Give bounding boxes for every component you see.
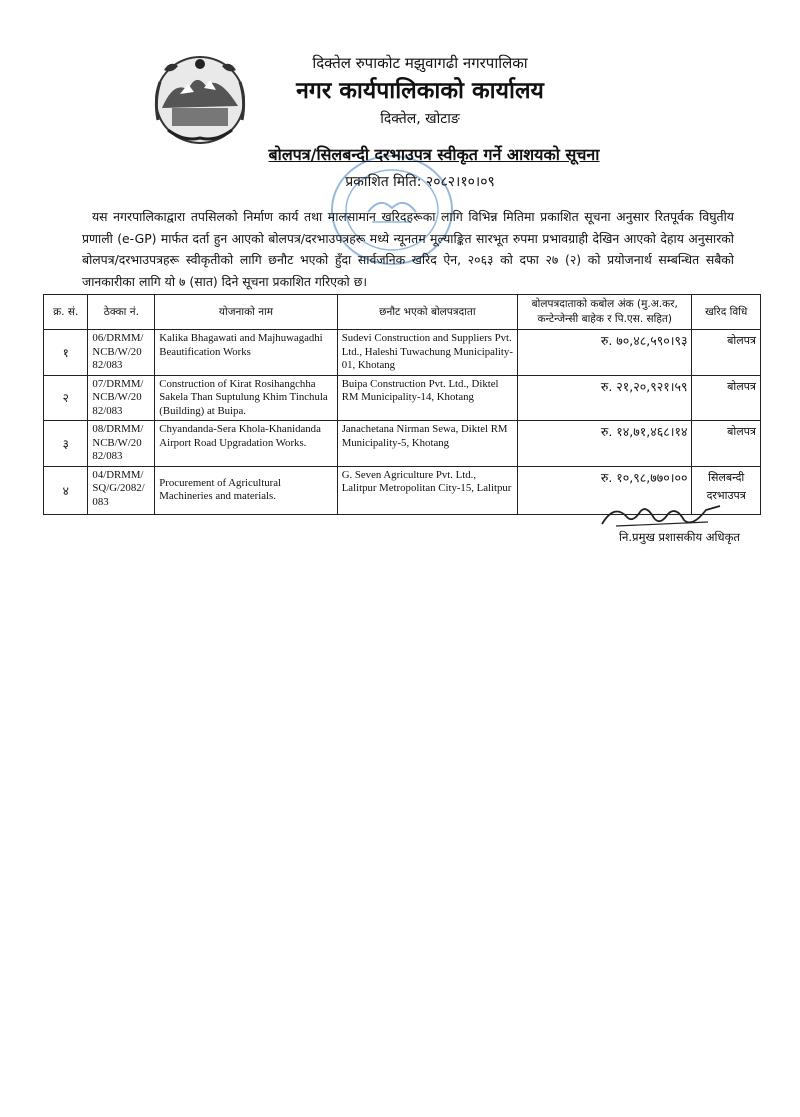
row-procurement: सिलबन्दी दरभाउपत्र — [692, 466, 761, 514]
row-procurement: बोलपत्र — [692, 421, 761, 467]
row-bidder: G. Seven Agriculture Pvt. Ltd., Lalitpur Metropolitan City-15, Lalitpur — [337, 466, 517, 514]
row-sn: १ — [44, 330, 88, 376]
row-project: Construction of Kirat Rosihangchha Sakela Than Suptulung Khim Tinchula (Building) at Buipa. — [155, 375, 337, 421]
row-procurement: बोलपत्र — [692, 330, 761, 376]
row-project: Chyandanda-Sera Khola-Khanidanda Airport Road Upgradation Works. — [155, 421, 337, 467]
row-amount: रु. ७०,४८,५९०।९३ — [518, 330, 692, 376]
published-date: प्रकाशित मिति: २०८२।१०।०९ — [345, 174, 495, 190]
header-procurement: खरिद विधि — [692, 295, 761, 330]
row-contract-no: 08/DRMM/ NCB/W/20 82/083 — [88, 421, 155, 467]
row-bidder: Janachetana Nirman Sewa, Diktel RM Municipality-5, Khotang — [337, 421, 517, 467]
row-amount: रु. १४,७१,४६८।१४ — [518, 421, 692, 467]
selected-bids-table — [43, 294, 761, 515]
office-address: दिक्तेल, खोटाङ — [380, 111, 460, 127]
row-project: Kalika Bhagawati and Majhuwagadhi Beautification Works — [155, 330, 337, 376]
nepal-emblem-icon — [150, 50, 250, 148]
row-contract-no: 07/DRMM/ NCB/W/20 82/083 — [88, 375, 155, 421]
row-procurement: बोलपत्र — [692, 375, 761, 421]
letterhead — [250, 52, 590, 129]
row-bidder: Sudevi Construction and Suppliers Pvt. Ltd., Haleshi Tuwachung Municipality-01, Khotang — [337, 330, 517, 376]
table-row — [44, 375, 761, 421]
header-bidder: छनौट भएको बोलपत्रदाता — [337, 295, 517, 330]
table-row — [44, 421, 761, 467]
table-header-row — [44, 295, 761, 330]
office-title: नगर कार्यपालिकाको कार्यालय — [296, 78, 544, 104]
signature-icon — [596, 498, 726, 532]
notice-title: बोलपत्र/सिलबन्दी दरभाउपत्र स्वीकृत गर्ने आशयको सूचना — [268, 145, 600, 164]
row-sn: ३ — [44, 421, 88, 467]
row-project: Procurement of Agricultural Machineries and materials. — [155, 466, 337, 514]
row-contract-no: 06/DRMM/ NCB/W/20 82/083 — [88, 330, 155, 376]
row-amount: रु. १०,९८,७७०।०० — [518, 466, 692, 514]
table-row — [44, 330, 761, 376]
header-contract-no: ठेक्का नं. — [88, 295, 155, 330]
notice-body: यस नगरपालिकाद्वारा तपसिलको निर्माण कार्य तथा मालसामान खरिदहरूका लागि विभिन्न मितिमा प्रकाशित सूचना अनुसार रितपूर्वक विघुतीय प्रणाली (e-GP) मार्फत दर्ता हुन आएको बोलपत्र/दरभाउपत्रहरू मध्ये न्यूनतम मूल्याङ्कित सारभूत रुपमा प्रभावग्राही देखिन आएको देहाय अनुसारको बोलपत्र/दरभाउपत्रहरू स्वीकृतीको लागि छनौट भएको हुँदा सार्वजनिक खरिद ऐन, २०६३ को दफा २७ (२) को प्रयोजनार्थ सम्बन्धित सबैको जानकारीका लागि यो ७ (सात) दिने सूचना प्रकाशित गरिएको छ। — [82, 209, 734, 289]
municipality-name: दिक्तेल रुपाकोट मझुवागढी नगरपालिका — [312, 54, 528, 72]
header-amount: बोलपत्रदाताको कबोल अंक (मु.अ.कर, कन्टेन्जेन्सी बाहेक र पि.एस. सहित) — [518, 295, 692, 330]
row-contract-no: 04/DRMM/ SQ/G/2082/ 083 — [88, 466, 155, 514]
signatory-designation: नि.प्रमुख प्रशासकीय अधिकृत — [619, 530, 740, 544]
row-sn: ४ — [44, 466, 88, 514]
row-amount: रु. २१,२०,९२१।५९ — [518, 375, 692, 421]
row-bidder: Buipa Construction Pvt. Ltd., Diktel RM Municipality-14, Khotang — [337, 375, 517, 421]
row-sn: २ — [44, 375, 88, 421]
header-project: योजनाको नाम — [155, 295, 337, 330]
header-sn: क्र. सं. — [44, 295, 88, 330]
